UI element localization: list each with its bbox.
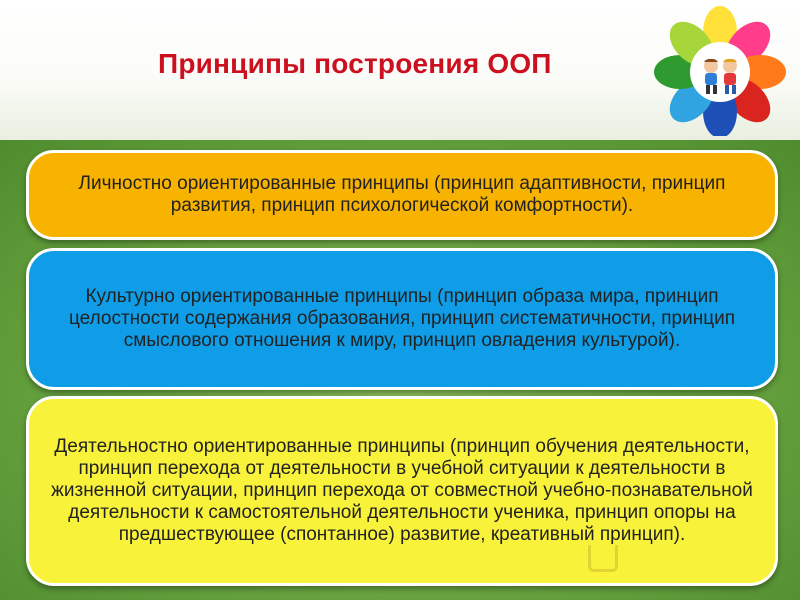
- principles-block-cultural-text: Культурно ориентированные принципы (принцип образа мира, принцип целостности содержания образования, принцип систематичности, принцип смыслового отношения к миру, принцип овладения культурой).: [69, 286, 735, 351]
- principles-block-personal-text: Личностно ориентированные принципы (принцип адаптивности, принцип развития, принцип психологической комфортности).: [78, 173, 726, 216]
- flower-children-logo-icon: [648, 6, 788, 136]
- slide-title: Принципы построения ООП: [158, 48, 552, 79]
- principles-block-activity: [26, 396, 778, 586]
- principles-block-activity-text: Деятельностно ориентированные принципы (принцип обучения деятельности, принцип перехода от деятельности в учебной ситуации к деятельности в жизненной ситуации, принцип перехода от совместной учебно-познавательной деятельности к самостоятельной деятельности ученика, принцип опоры на предшествующее (спонтанное) развитие, креативный принцип).: [51, 436, 753, 545]
- principles-block-cultural: [26, 248, 778, 390]
- principles-block-personal: [26, 150, 778, 240]
